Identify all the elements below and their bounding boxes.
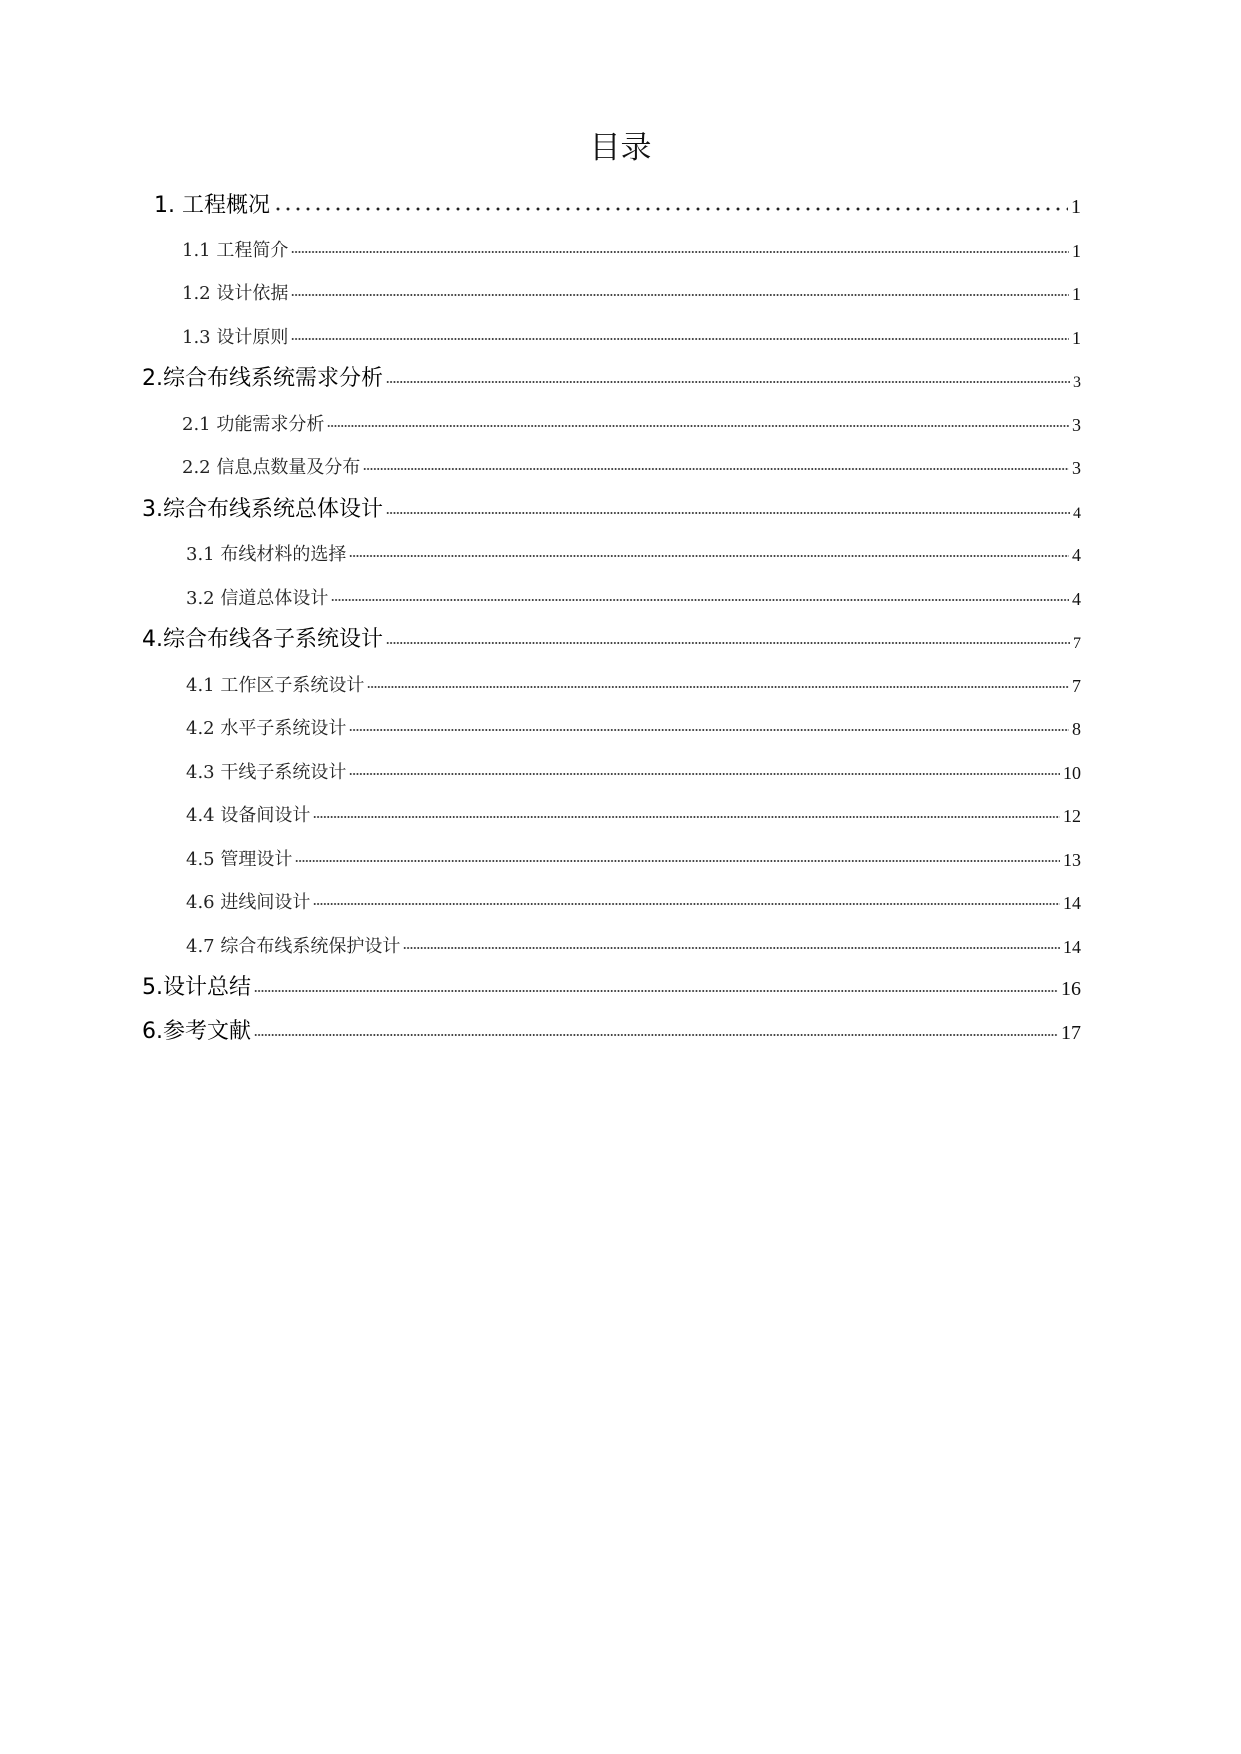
toc-leader-dots xyxy=(254,988,1058,994)
toc-page-number: 14 xyxy=(1063,893,1081,913)
toc-entry-label: 2.综合布线系统需求分析 xyxy=(142,366,383,391)
toc-entry-label: 4.5 管理设计 xyxy=(186,849,293,870)
toc-entry[interactable] xyxy=(182,447,1081,479)
toc-entry[interactable] xyxy=(182,273,1081,305)
toc-entry-label: 4.2 水平子系统设计 xyxy=(186,718,347,739)
toc-title: 目录 xyxy=(589,130,652,166)
toc-entry[interactable] xyxy=(186,839,1081,871)
toc-leader-dots xyxy=(386,510,1070,516)
toc-page-number: 1 xyxy=(1071,196,1081,218)
toc-page-number: 1 xyxy=(1072,241,1081,261)
toc-page-number: 8 xyxy=(1072,719,1081,739)
toc-entry[interactable] xyxy=(142,491,1081,523)
toc-page-number: 3 xyxy=(1072,415,1081,435)
toc-page-number: 1 xyxy=(1072,284,1081,304)
toc-entry[interactable] xyxy=(182,404,1081,436)
toc-entry-label: 4.3 干线子系统设计 xyxy=(186,762,347,783)
toc-entry-label: 4.综合布线各子系统设计 xyxy=(142,627,383,652)
toc-leader-dots xyxy=(386,379,1070,385)
toc-page-number: 17 xyxy=(1061,1022,1081,1044)
toc-leader-dots xyxy=(363,466,1069,472)
toc-entry-label: 1. 工程概况 xyxy=(154,193,270,218)
toc-entry[interactable] xyxy=(142,360,1081,392)
toc-entry[interactable] xyxy=(142,1013,1081,1045)
toc-entry[interactable] xyxy=(186,534,1081,566)
toc-entry-label: 4.4 设备间设计 xyxy=(186,805,311,826)
toc-page-number: 10 xyxy=(1063,763,1081,783)
toc-leader-dots xyxy=(349,553,1069,559)
toc-page-number: 7 xyxy=(1073,635,1081,652)
toc-entry-label: 1.3 设计原则 xyxy=(182,327,289,348)
toc-entry-label: 2.2 信息点数量及分布 xyxy=(182,457,361,478)
toc-entry-label: 3.2 信道总体设计 xyxy=(186,588,329,609)
toc-entry-label: 4.1 工作区子系统设计 xyxy=(186,675,365,696)
toc-entry-label: 6.参考文献 xyxy=(142,1019,251,1044)
toc-leader-dots xyxy=(327,423,1069,429)
toc-entry[interactable] xyxy=(182,317,1081,349)
toc-entry[interactable] xyxy=(186,578,1081,610)
toc-page-number: 4 xyxy=(1072,545,1081,565)
toc-leader-dots xyxy=(331,597,1069,603)
toc-page-number: 7 xyxy=(1072,676,1081,696)
toc-leader-dots xyxy=(313,814,1060,820)
toc-entry-label: 5.设计总结 xyxy=(142,975,251,1000)
toc-leader-dots xyxy=(313,901,1060,907)
toc-page-number: 4 xyxy=(1072,589,1081,609)
toc-leader-dots xyxy=(386,640,1070,646)
toc-page-number: 14 xyxy=(1063,937,1081,957)
toc-leader-dots xyxy=(367,684,1069,690)
toc-leader-dots xyxy=(291,249,1069,255)
toc-leader-dots xyxy=(349,771,1060,777)
toc-page-number: 13 xyxy=(1063,850,1081,870)
toc-page-number: 3 xyxy=(1073,374,1081,391)
toc-entry-label: 3.1 布线材料的选择 xyxy=(186,544,347,565)
toc-entry[interactable] xyxy=(186,665,1081,697)
toc-entry[interactable] xyxy=(142,621,1081,653)
toc-entry-label: 4.7 综合布线系统保护设计 xyxy=(186,936,401,957)
toc-entry[interactable] xyxy=(186,708,1081,740)
toc-entry-label: 2.1 功能需求分析 xyxy=(182,414,325,435)
toc-entry[interactable] xyxy=(186,752,1081,784)
toc-leader-dots xyxy=(295,858,1060,864)
toc-leader-dots xyxy=(349,727,1069,733)
toc-page-number: 3 xyxy=(1072,458,1081,478)
toc-leader-dots xyxy=(291,336,1069,342)
toc-entry[interactable] xyxy=(182,230,1081,262)
toc-entry-label: 3.综合布线系统总体设计 xyxy=(142,497,383,522)
toc-page-number: 16 xyxy=(1061,978,1081,1000)
toc-leader-dots xyxy=(254,1032,1058,1038)
toc-page-number: 12 xyxy=(1063,806,1081,826)
toc-entry[interactable] xyxy=(186,882,1081,914)
toc-page-number: 1 xyxy=(1072,328,1081,348)
toc-entry-label: 4.6 进线间设计 xyxy=(186,892,311,913)
toc-entry[interactable] xyxy=(142,969,1081,1001)
toc-entry-label: 1.2 设计依据 xyxy=(182,283,289,304)
toc-leader-dots xyxy=(273,206,1068,212)
toc-leader-dots xyxy=(291,292,1069,298)
toc-entry[interactable] xyxy=(186,926,1081,958)
toc-entry[interactable] xyxy=(186,795,1081,827)
toc-entry[interactable] xyxy=(154,187,1081,219)
toc-leader-dots xyxy=(403,945,1060,951)
toc-page-number: 4 xyxy=(1073,505,1081,522)
toc-entry-label: 1.1 工程简介 xyxy=(182,240,289,261)
